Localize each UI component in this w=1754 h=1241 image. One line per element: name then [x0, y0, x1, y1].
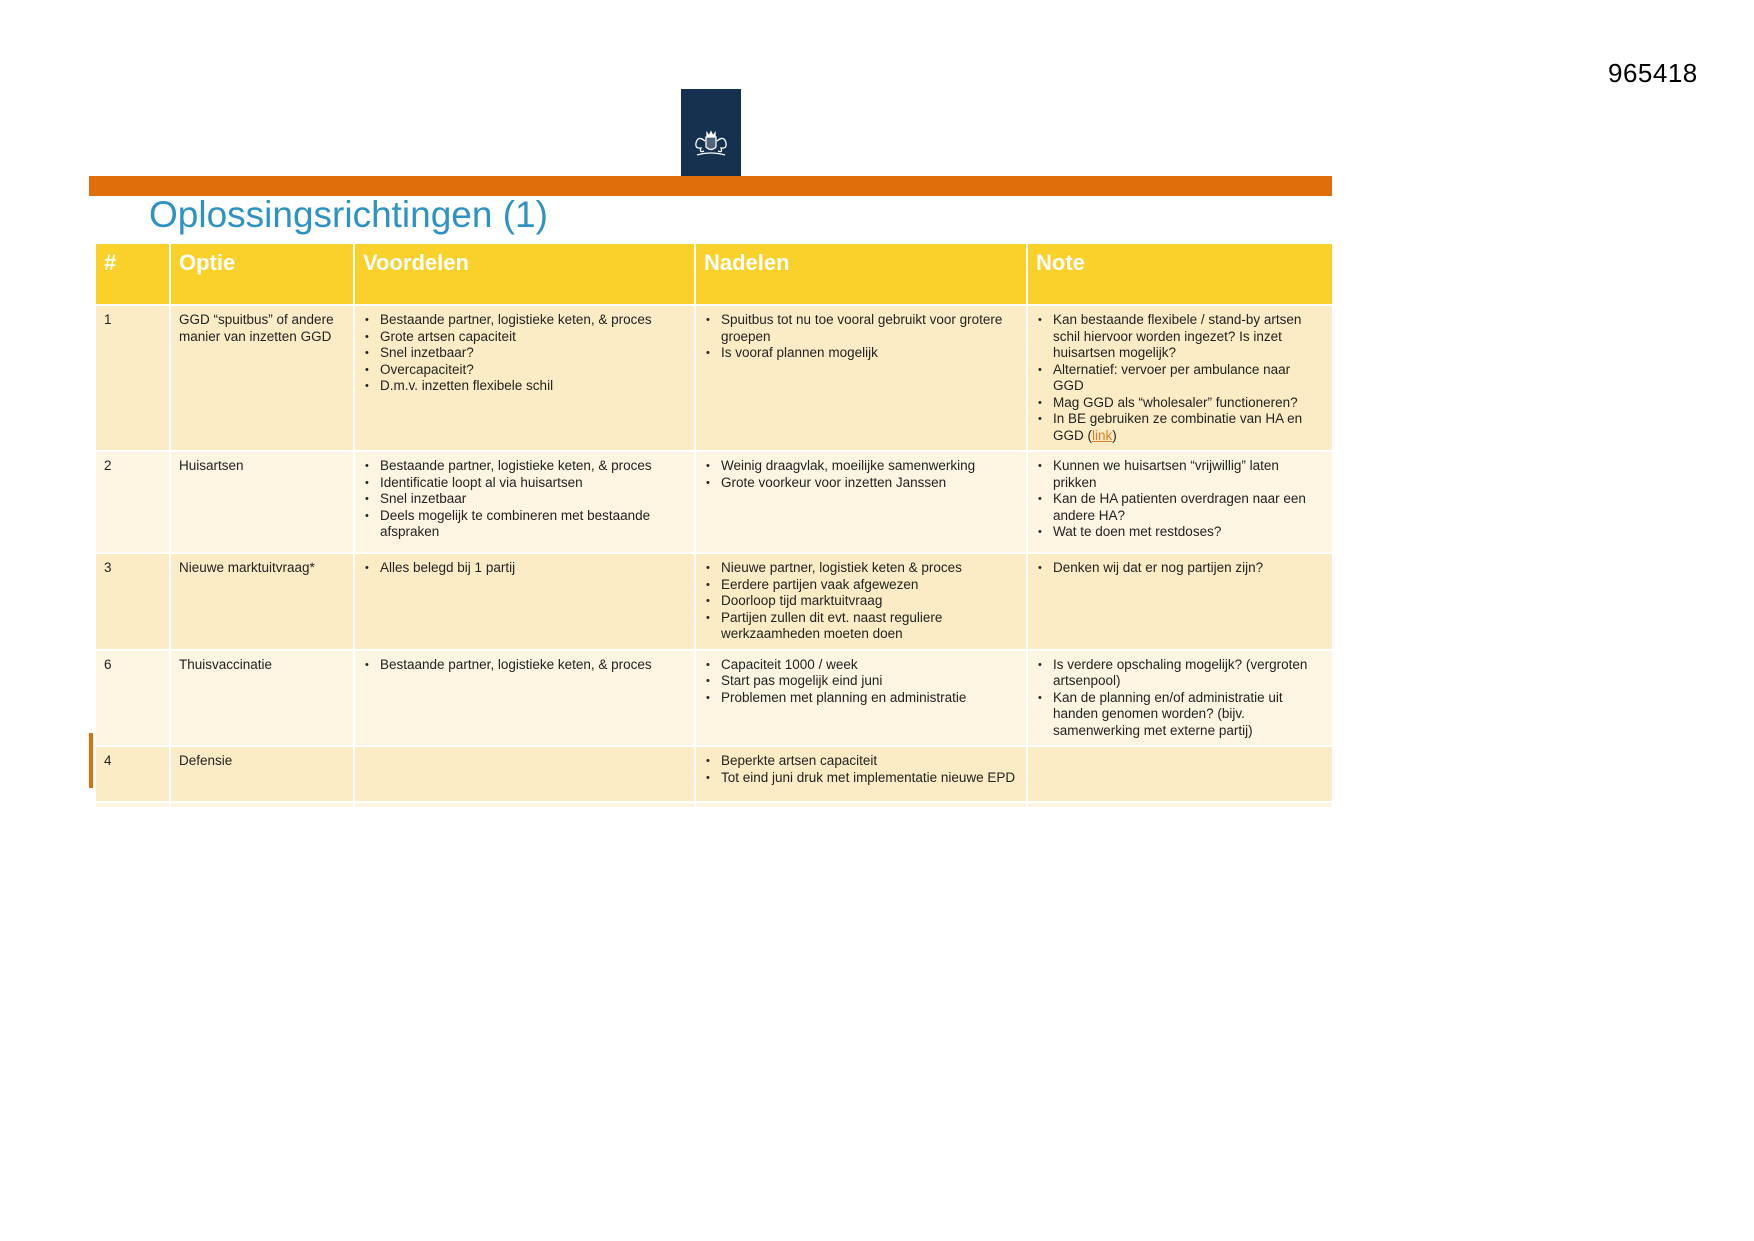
link[interactable]: link	[1092, 427, 1113, 443]
list-item: • Grote artsen capaciteit	[363, 329, 686, 346]
list-item: • Snel inzetbaar?	[363, 345, 686, 362]
row-number: 1	[95, 305, 170, 451]
list-item: • Identificatie loopt al via huisartsen	[363, 475, 686, 492]
note-cell	[1027, 451, 1333, 553]
list-item: • Capaciteit 1000 / week	[704, 657, 1018, 674]
list-item: • Grote voorkeur voor inzetten Janssen	[704, 475, 1018, 492]
list-item: • Kan bestaande flexibele / stand-by artsen schil hiervoor worden ingezet? Is inzet huisartsen mogelijk?	[1036, 312, 1324, 362]
list-item: • Bestaande partner, logistieke keten, & proces	[363, 458, 686, 475]
voordelen-cell	[354, 553, 695, 650]
voordelen-list	[363, 458, 686, 541]
table-row	[95, 553, 1333, 650]
row-number: 4	[95, 746, 170, 802]
options-table	[94, 242, 1334, 809]
option-name: Thuisvaccinatie	[170, 650, 354, 747]
nadelen-cell	[695, 650, 1027, 747]
list-item: • Deels mogelijk te combineren met bestaande afspraken	[363, 508, 686, 541]
note-list	[1036, 657, 1324, 740]
row-number: 6	[95, 650, 170, 747]
list-item: • Alternatief: vervoer per ambulance naar GGD	[1036, 362, 1324, 395]
column-header-voordelen: Voordelen	[354, 243, 695, 305]
list-item: • Beperkte artsen capaciteit	[704, 753, 1018, 770]
list-item: • Partijen zullen dit evt. naast reguliere werkzaamheden moeten doen	[704, 610, 1018, 643]
note-text: In BE gebruiken ze combinatie van HA en GGD (	[1053, 411, 1303, 443]
logo	[681, 89, 741, 177]
list-item: • Denken wij dat er nog partijen zijn?	[1036, 560, 1324, 577]
list-item: • D.m.v. inzetten flexibele schil	[363, 378, 686, 395]
voordelen-cell	[354, 746, 695, 802]
nadelen-cell	[695, 451, 1027, 553]
voordelen-cell	[354, 305, 695, 451]
voordelen-list	[363, 312, 686, 395]
column-header-optie: Optie	[170, 243, 354, 305]
note-cell	[1027, 553, 1333, 650]
voordelen-list	[363, 560, 686, 577]
row-number: 3	[95, 553, 170, 650]
table-row	[95, 650, 1333, 747]
nadelen-list	[704, 312, 1018, 362]
side-accent-bar	[89, 733, 93, 788]
table-header-row	[95, 243, 1333, 305]
royal-coat-of-arms-icon	[692, 129, 730, 159]
table-row	[95, 305, 1333, 451]
nadelen-list	[704, 560, 1018, 643]
note-list	[1036, 312, 1324, 444]
list-item: • Doorloop tijd marktuitvraag	[704, 593, 1018, 610]
list-item: • Eerdere partijen vaak afgewezen	[704, 577, 1018, 594]
header-accent-bar	[89, 176, 1332, 196]
list-item: • Is vooraf plannen mogelijk	[704, 345, 1018, 362]
list-item: • Bestaande partner, logistieke keten, & proces	[363, 312, 686, 329]
option-name: Defensie	[170, 746, 354, 802]
list-item: • Kan de HA patienten overdragen naar een andere HA?	[1036, 491, 1324, 524]
column-header-nadelen: Nadelen	[695, 243, 1027, 305]
list-item: • Kunnen we huisartsen “vrijwillig” laten prikken	[1036, 458, 1324, 491]
list-item: • Is verdere opschaling mogelijk? (vergroten artsenpool)	[1036, 657, 1324, 690]
voordelen-cell	[354, 650, 695, 747]
option-name: GGD “spuitbus” of andere manier van inzetten GGD	[170, 305, 354, 451]
table-row	[95, 451, 1333, 553]
list-item: • Start pas mogelijk eind juni	[704, 673, 1018, 690]
option-name: Huisartsen	[170, 451, 354, 553]
table-row-stub	[95, 802, 1333, 808]
option-name: Nieuwe marktuitvraag*	[170, 553, 354, 650]
list-item: • Weinig draagvlak, moeilijke samenwerking	[704, 458, 1018, 475]
list-item: • Spuitbus tot nu toe vooral gebruikt voor grotere groepen	[704, 312, 1018, 345]
nadelen-list	[704, 753, 1018, 786]
note-list	[1036, 458, 1324, 541]
nadelen-cell	[695, 746, 1027, 802]
page-title: Oplossingsrichtingen (1)	[149, 194, 548, 235]
list-item: • Bestaande partner, logistieke keten, & proces	[363, 657, 686, 674]
list-item: • Snel inzetbaar	[363, 491, 686, 508]
nadelen-list	[704, 458, 1018, 491]
list-item: • Overcapaciteit?	[363, 362, 686, 379]
column-header-note: Note	[1027, 243, 1333, 305]
list-item: • Kan de planning en/of administratie uit handen genomen worden? (bijv. samenwerking met externe partij)	[1036, 690, 1324, 740]
voordelen-cell	[354, 451, 695, 553]
list-item: • Problemen met planning en administratie	[704, 690, 1018, 707]
note-text: )	[1112, 427, 1117, 443]
document-id: 965418	[1608, 58, 1698, 88]
nadelen-cell	[695, 553, 1027, 650]
list-item: • Tot eind juni druk met implementatie nieuwe EPD	[704, 770, 1018, 787]
list-item: • Nieuwe partner, logistiek keten & proces	[704, 560, 1018, 577]
row-number: 2	[95, 451, 170, 553]
note-cell	[1027, 650, 1333, 747]
note-cell	[1027, 746, 1333, 802]
list-item: • Wat te doen met restdoses?	[1036, 524, 1324, 541]
list-item: • Alles belegd bij 1 partij	[363, 560, 686, 577]
note-cell	[1027, 305, 1333, 451]
list-item	[1036, 411, 1324, 444]
nadelen-cell	[695, 305, 1027, 451]
list-item: • Mag GGD als “wholesaler” functioneren?	[1036, 395, 1324, 412]
nadelen-list	[704, 657, 1018, 707]
column-header-number: #	[95, 243, 170, 305]
note-list	[1036, 560, 1324, 577]
table-row	[95, 746, 1333, 802]
voordelen-list	[363, 657, 686, 674]
